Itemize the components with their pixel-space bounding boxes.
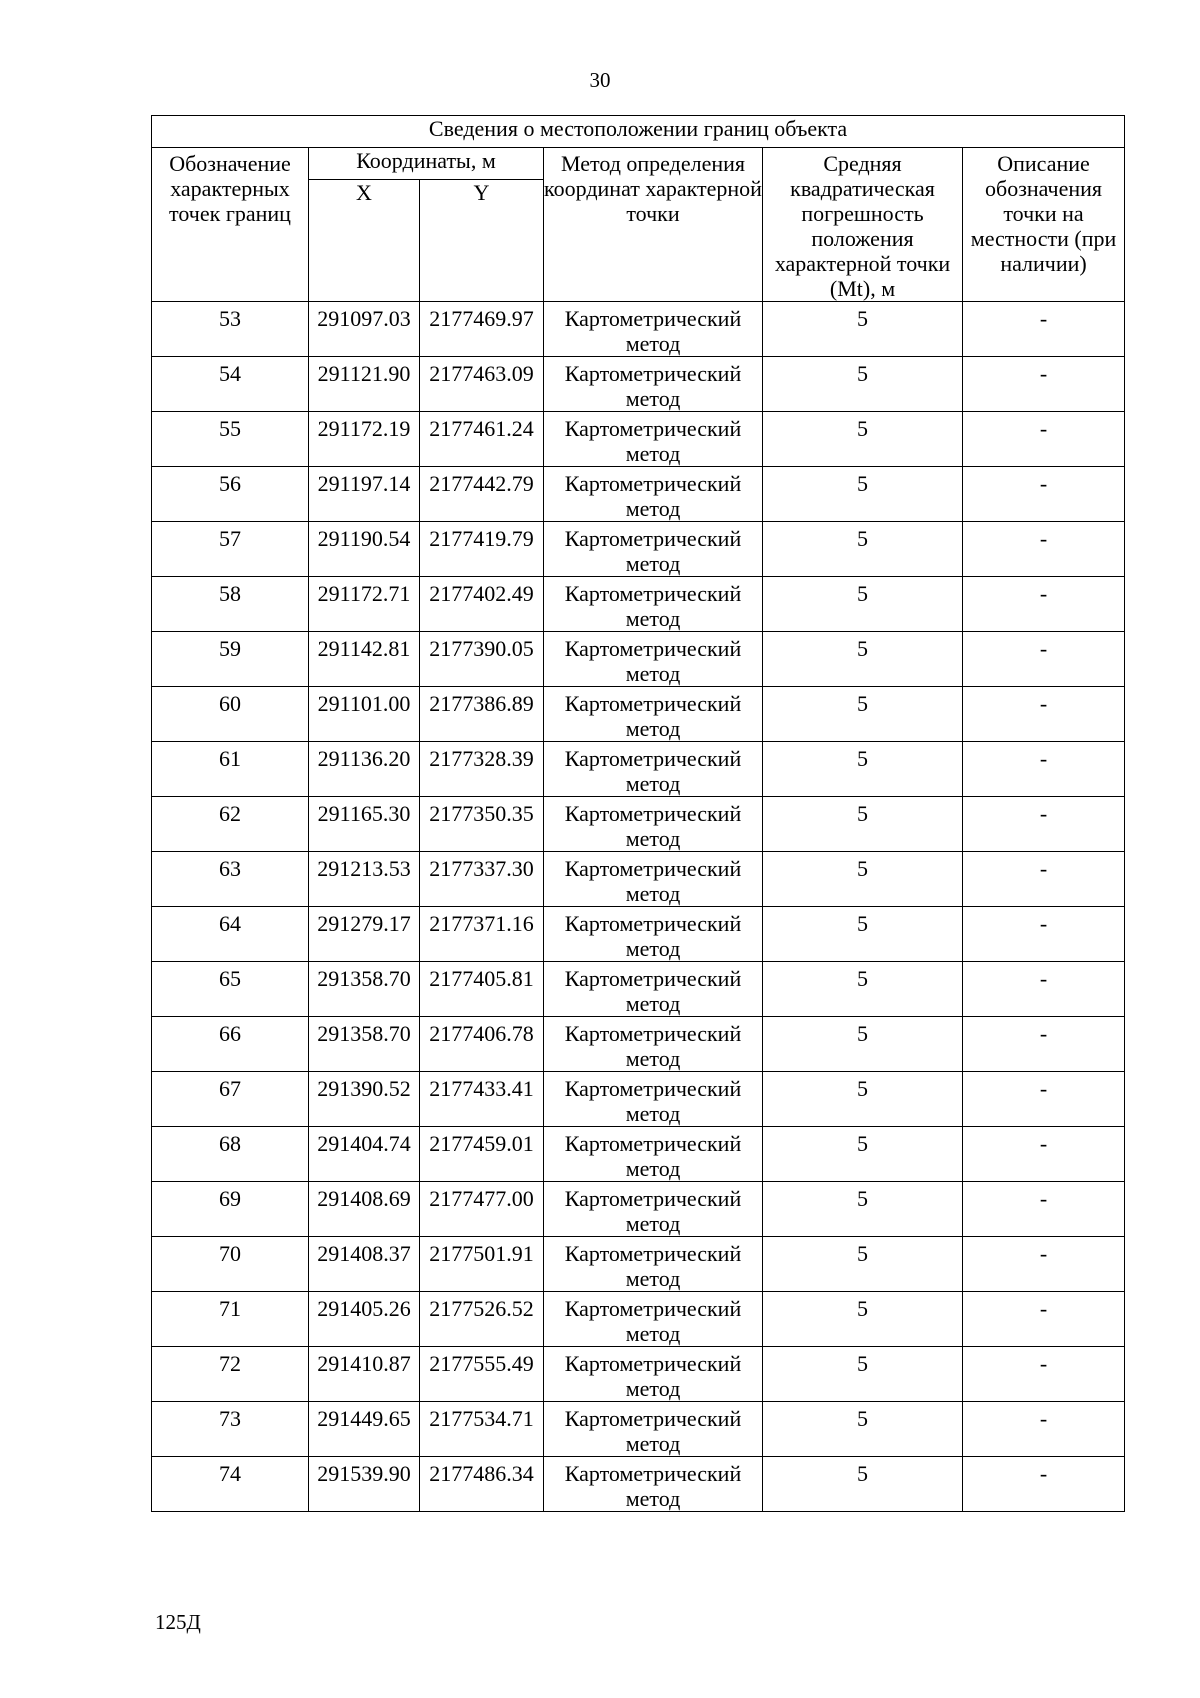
description-cell: - [963,357,1125,412]
description-cell: - [963,1457,1125,1512]
description-cell: - [963,962,1125,1017]
method-line-1: Картометрический [564,1296,742,1321]
table-row [152,412,1125,467]
method-line-2: метод [625,661,681,686]
method-line-1: Картометрический [564,361,742,386]
point-cell: 57 [152,522,309,577]
description-cell: - [963,687,1125,742]
method-line-2: метод [625,1211,681,1236]
error-cell: 5 [763,687,963,742]
description-cell: - [963,467,1125,522]
x-cell: 291213.53 [309,852,420,907]
x-cell: 291136.20 [309,742,420,797]
point-cell: 55 [152,412,309,467]
point-cell: 56 [152,467,309,522]
y-cell: 2177328.39 [420,742,544,797]
method-cell [544,907,763,962]
method-line-2: метод [625,331,681,356]
method-line-1: Картометрический [564,1076,742,1101]
y-cell: 2177526.52 [420,1292,544,1347]
x-cell: 291404.74 [309,1127,420,1182]
method-cell [544,1072,763,1127]
table-row [152,632,1125,687]
point-cell: 70 [152,1237,309,1292]
method-cell [544,742,763,797]
error-cell: 5 [763,1457,963,1512]
method-line-2: метод [625,936,681,961]
description-cell: - [963,1127,1125,1182]
method-line-1: Картометрический [564,856,742,881]
method-cell [544,1457,763,1512]
error-cell: 5 [763,1072,963,1127]
y-cell: 2177486.34 [420,1457,544,1512]
error-cell: 5 [763,577,963,632]
header-x: X [309,180,420,302]
table-row [152,687,1125,742]
y-cell: 2177337.30 [420,852,544,907]
table-row [152,522,1125,577]
x-cell: 291358.70 [309,1017,420,1072]
x-cell: 291097.03 [309,302,420,357]
description-cell: - [963,742,1125,797]
boundary-coordinates-table [151,115,1125,1512]
y-cell: 2177390.05 [420,632,544,687]
y-cell: 2177501.91 [420,1237,544,1292]
method-line-1: Картометрический [564,1021,742,1046]
point-cell: 67 [152,1072,309,1127]
table-title: Сведения о местоположении границ объекта [152,116,1125,148]
y-cell: 2177402.49 [420,577,544,632]
description-cell: - [963,412,1125,467]
description-cell: - [963,797,1125,852]
description-cell: - [963,1072,1125,1127]
error-cell: 5 [763,357,963,412]
point-cell: 63 [152,852,309,907]
method-line-1: Картометрический [564,1241,742,1266]
x-cell: 291405.26 [309,1292,420,1347]
table-row [152,357,1125,412]
error-cell: 5 [763,1347,963,1402]
method-cell [544,1402,763,1457]
method-line-2: метод [625,1266,681,1291]
method-line-2: метод [625,1376,681,1401]
error-cell: 5 [763,302,963,357]
method-cell [544,1182,763,1237]
point-cell: 58 [152,577,309,632]
error-cell: 5 [763,742,963,797]
point-cell: 62 [152,797,309,852]
method-cell [544,412,763,467]
point-cell: 66 [152,1017,309,1072]
description-cell: - [963,577,1125,632]
method-line-1: Картометрический [564,416,742,441]
method-cell [544,522,763,577]
x-cell: 291408.37 [309,1237,420,1292]
y-cell: 2177371.16 [420,907,544,962]
method-line-2: метод [625,551,681,576]
table-row [152,1347,1125,1402]
description-cell: - [963,1292,1125,1347]
description-cell: - [963,1402,1125,1457]
table-row [152,302,1125,357]
y-cell: 2177555.49 [420,1347,544,1402]
x-cell: 291172.19 [309,412,420,467]
y-cell: 2177477.00 [420,1182,544,1237]
table-row [152,1292,1125,1347]
y-cell: 2177461.24 [420,412,544,467]
x-cell: 291408.69 [309,1182,420,1237]
x-cell: 291358.70 [309,962,420,1017]
method-cell [544,687,763,742]
method-line-2: метод [625,606,681,631]
description-cell: - [963,1237,1125,1292]
method-line-1: Картометрический [564,911,742,936]
point-cell: 61 [152,742,309,797]
point-cell: 60 [152,687,309,742]
y-cell: 2177350.35 [420,797,544,852]
table-row [152,577,1125,632]
x-cell: 291449.65 [309,1402,420,1457]
point-cell: 73 [152,1402,309,1457]
method-line-2: метод [625,441,681,466]
point-cell: 65 [152,962,309,1017]
x-cell: 291539.90 [309,1457,420,1512]
description-cell: - [963,852,1125,907]
method-cell [544,632,763,687]
point-cell: 72 [152,1347,309,1402]
method-line-1: Картометрический [564,306,742,331]
y-cell: 2177469.97 [420,302,544,357]
point-cell: 54 [152,357,309,412]
method-line-2: метод [625,1156,681,1181]
method-line-1: Картометрический [564,581,742,606]
point-cell: 64 [152,907,309,962]
method-line-2: метод [625,1321,681,1346]
y-cell: 2177386.89 [420,687,544,742]
method-cell [544,302,763,357]
error-cell: 5 [763,1237,963,1292]
method-line-2: метод [625,826,681,851]
error-cell: 5 [763,412,963,467]
table-row [152,852,1125,907]
x-cell: 291197.14 [309,467,420,522]
page-number: 30 [589,68,611,92]
y-cell: 2177463.09 [420,357,544,412]
table-body [152,302,1125,1512]
method-cell [544,577,763,632]
y-cell: 2177442.79 [420,467,544,522]
y-cell: 2177459.01 [420,1127,544,1182]
method-line-1: Картометрический [564,1131,742,1156]
point-cell: 74 [152,1457,309,1512]
y-cell: 2177433.41 [420,1072,544,1127]
error-cell: 5 [763,1127,963,1182]
method-line-1: Картометрический [564,526,742,551]
error-cell: 5 [763,1017,963,1072]
error-cell: 5 [763,962,963,1017]
point-cell: 69 [152,1182,309,1237]
point-cell: 59 [152,632,309,687]
table-row [152,797,1125,852]
error-cell: 5 [763,1402,963,1457]
document-code: 125Д [155,1610,201,1634]
x-cell: 291172.71 [309,577,420,632]
method-cell [544,962,763,1017]
method-line-2: метод [625,771,681,796]
method-line-2: метод [625,1046,681,1071]
method-cell [544,1237,763,1292]
header-description: Описание обозначения точки на местности (при наличии) [963,148,1125,302]
method-line-1: Картометрический [564,801,742,826]
method-cell [544,1292,763,1347]
x-cell: 291165.30 [309,797,420,852]
table-row [152,907,1125,962]
method-cell [544,1127,763,1182]
header-point: Обозначение характерных точек границ [152,148,309,302]
table-row [152,742,1125,797]
header-y: Y [420,180,544,302]
description-cell: - [963,522,1125,577]
method-line-2: метод [625,496,681,521]
method-cell [544,797,763,852]
header-error: Средняя квадратическая погрешность положения характерной точки (Mt), м [763,148,963,302]
method-line-1: Картометрический [564,966,742,991]
x-cell: 291390.52 [309,1072,420,1127]
method-line-1: Картометрический [564,471,742,496]
table-row [152,1127,1125,1182]
point-cell: 68 [152,1127,309,1182]
method-cell [544,1017,763,1072]
description-cell: - [963,632,1125,687]
error-cell: 5 [763,632,963,687]
table-row [152,1072,1125,1127]
error-cell: 5 [763,522,963,577]
method-line-1: Картометрический [564,636,742,661]
error-cell: 5 [763,797,963,852]
x-cell: 291279.17 [309,907,420,962]
description-cell: - [963,1347,1125,1402]
method-cell [544,852,763,907]
x-cell: 291142.81 [309,632,420,687]
method-line-1: Картометрический [564,1351,742,1376]
description-cell: - [963,1017,1125,1072]
header-method: Метод определения координат характерной точки [544,148,763,302]
point-cell: 53 [152,302,309,357]
error-cell: 5 [763,907,963,962]
table-row [152,1402,1125,1457]
error-cell: 5 [763,1182,963,1237]
table-row [152,1017,1125,1072]
y-cell: 2177419.79 [420,522,544,577]
header-coords: Координаты, м [309,148,544,180]
error-cell: 5 [763,467,963,522]
error-cell: 5 [763,852,963,907]
method-line-2: метод [625,881,681,906]
x-cell: 291121.90 [309,357,420,412]
method-line-2: метод [625,1486,681,1511]
method-line-1: Картометрический [564,1461,742,1486]
table-row [152,1182,1125,1237]
description-cell: - [963,1182,1125,1237]
method-line-2: метод [625,1101,681,1126]
method-line-2: метод [625,386,681,411]
method-line-1: Картометрический [564,691,742,716]
description-cell: - [963,907,1125,962]
method-line-1: Картометрический [564,746,742,771]
method-cell [544,357,763,412]
method-line-1: Картометрический [564,1406,742,1431]
y-cell: 2177405.81 [420,962,544,1017]
error-cell: 5 [763,1292,963,1347]
method-cell [544,1347,763,1402]
method-cell [544,467,763,522]
y-cell: 2177534.71 [420,1402,544,1457]
description-cell: - [963,302,1125,357]
table-row [152,467,1125,522]
x-cell: 291190.54 [309,522,420,577]
method-line-2: метод [625,716,681,741]
method-line-2: метод [625,1431,681,1456]
x-cell: 291410.87 [309,1347,420,1402]
table-row [152,1237,1125,1292]
table-row [152,962,1125,1017]
table-row [152,1457,1125,1512]
point-cell: 71 [152,1292,309,1347]
method-line-1: Картометрический [564,1186,742,1211]
y-cell: 2177406.78 [420,1017,544,1072]
method-line-2: метод [625,991,681,1016]
x-cell: 291101.00 [309,687,420,742]
